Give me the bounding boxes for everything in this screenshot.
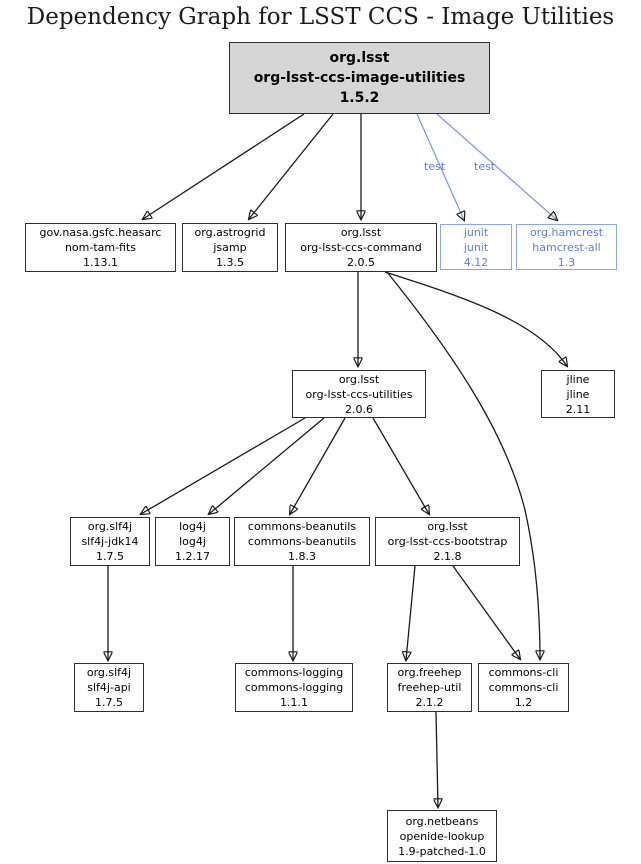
node-version: 2.1.2 bbox=[415, 696, 444, 709]
node-version: 1.8.3 bbox=[288, 550, 316, 563]
edge-image-utilities-to-hamcrest bbox=[437, 114, 557, 220]
node-artifact: openide-lookup bbox=[399, 829, 485, 843]
node-openide-lookup bbox=[387, 810, 497, 862]
test-scope-label: test bbox=[474, 160, 496, 173]
node-commons-logging bbox=[235, 663, 353, 712]
node-version: 1.9-patched-1.0 bbox=[398, 844, 486, 858]
edge-utilities-to-commons-beanutils bbox=[290, 418, 345, 514]
node-freehep-util bbox=[387, 663, 472, 712]
node-artifact: nom-tam-fits bbox=[64, 241, 137, 254]
node-artifact: org-lsst-ccs-image-utilities bbox=[253, 70, 466, 86]
node-org-lsst-ccs-image-utilities bbox=[229, 42, 490, 114]
node-slf4j-jdk14 bbox=[70, 517, 150, 566]
node-version: 1.7.5 bbox=[95, 696, 123, 709]
node-artifact: slf4j-jdk14 bbox=[81, 535, 139, 548]
node-group: org.lsst bbox=[329, 50, 390, 66]
node-version: 2.0.5 bbox=[347, 256, 375, 269]
node-group: jline bbox=[566, 372, 590, 386]
edge-utilities-to-bootstrap bbox=[373, 418, 429, 514]
node-org-lsst-ccs-command bbox=[285, 223, 437, 272]
node-artifact: freehep-util bbox=[397, 681, 462, 694]
node-jsamp bbox=[182, 223, 278, 272]
edge-utilities-to-slf4j-jdk14 bbox=[141, 418, 305, 514]
node-artifact: org-lsst-ccs-utilities bbox=[305, 387, 413, 401]
node-version: 1.5.2 bbox=[339, 90, 380, 106]
node-artifact: commons-beanutils bbox=[247, 535, 357, 548]
edge-utilities-to-log4j bbox=[209, 418, 324, 514]
edge-bootstrap-to-freehep-util bbox=[406, 566, 415, 660]
node-version: 1.13.1 bbox=[83, 256, 118, 269]
node-group: org.lsst bbox=[340, 226, 382, 239]
edge-freehep-util-to-openide-lookup bbox=[436, 712, 438, 807]
node-group: org.slf4j bbox=[86, 666, 132, 679]
node-version: 1.3.5 bbox=[216, 256, 244, 269]
node-group: log4j bbox=[179, 520, 206, 533]
node-commons-beanutils bbox=[234, 517, 370, 566]
node-group: commons-beanutils bbox=[247, 520, 357, 533]
node-artifact: jline bbox=[566, 387, 590, 401]
node-group: org.netbeans bbox=[405, 814, 479, 828]
node-group: junit bbox=[463, 225, 489, 239]
node-artifact: jsamp bbox=[213, 241, 247, 254]
node-jline bbox=[541, 370, 615, 418]
edge-command-to-commons-cli bbox=[387, 272, 540, 659]
node-version: 2.0.6 bbox=[345, 402, 373, 416]
graph-title: Dependency Graph for LSST CCS - Image Utilities bbox=[26, 4, 615, 30]
node-junit bbox=[440, 224, 512, 270]
node-version: 1.2 bbox=[514, 696, 533, 709]
node-group: org.hamcrest bbox=[529, 225, 604, 239]
node-group: commons-cli bbox=[488, 666, 559, 679]
node-version: 4.12 bbox=[463, 255, 489, 269]
node-group: org.freehep bbox=[397, 666, 462, 679]
edge-image-utilities-to-nom-tam-fits bbox=[143, 114, 304, 219]
node-hamcrest-all bbox=[516, 224, 617, 270]
node-artifact: org-lsst-ccs-command bbox=[300, 241, 422, 254]
edge-image-utilities-to-jsamp bbox=[249, 114, 333, 219]
node-group: gov.nasa.gsfc.heasarc bbox=[39, 226, 162, 239]
node-group: org.astrogrid bbox=[194, 226, 266, 239]
node-version: 2.1.8 bbox=[433, 550, 462, 563]
test-scope-label: test bbox=[424, 160, 446, 173]
edge-bootstrap-to-commons-cli bbox=[453, 566, 520, 659]
node-artifact: org-lsst-ccs-bootstrap bbox=[387, 535, 508, 548]
node-artifact: commons-cli bbox=[488, 681, 559, 694]
node-artifact: junit bbox=[463, 240, 489, 254]
node-artifact: hamcrest-all bbox=[532, 240, 601, 254]
node-artifact: slf4j-api bbox=[87, 681, 131, 694]
node-artifact: log4j bbox=[179, 535, 206, 548]
node-group: org.lsst bbox=[427, 520, 468, 533]
node-version: 2.11 bbox=[565, 402, 591, 416]
node-log4j bbox=[155, 517, 230, 566]
node-version: 1.2.17 bbox=[175, 550, 210, 563]
node-commons-cli bbox=[478, 663, 569, 712]
node-version: 1.1.1 bbox=[280, 696, 308, 709]
node-org-lsst-ccs-utilities bbox=[292, 370, 426, 418]
node-version: 1.7.5 bbox=[96, 550, 124, 563]
node-org-lsst-ccs-bootstrap bbox=[375, 517, 520, 566]
node-group: commons-logging bbox=[244, 666, 344, 679]
node-group: org.slf4j bbox=[87, 520, 133, 533]
edge-command-to-jline bbox=[385, 272, 567, 366]
node-nom-tam-fits bbox=[25, 223, 176, 272]
node-artifact: commons-logging bbox=[244, 681, 344, 694]
node-slf4j-api bbox=[74, 663, 144, 712]
node-version: 1.3 bbox=[557, 255, 576, 269]
node-group: org.lsst bbox=[338, 372, 380, 386]
